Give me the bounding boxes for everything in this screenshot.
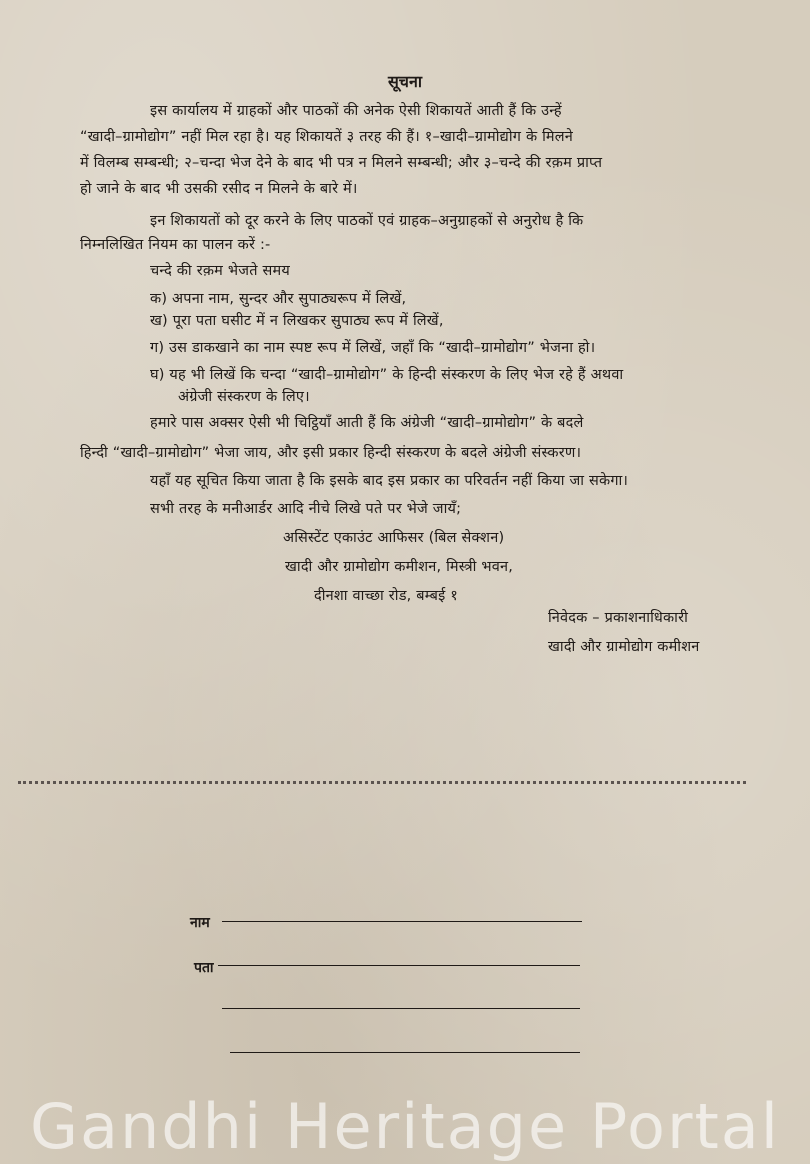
address-line: दीनशा वाच्छा रोड, बम्बई १: [314, 588, 459, 604]
paragraph-1-line: “खादी–ग्रामोद्योग” नहीं मिल रहा है। यह शिकायतें ३ तरह की हैं। १–खादी–ग्रामोद्योग के मिलने: [80, 129, 573, 145]
address-line: खादी और ग्रामोद्योग कमीशन, मिस्त्री भवन,: [285, 559, 514, 575]
address-label: पता: [194, 960, 214, 976]
paragraph-3-line: यहाँ यह सूचित किया जाता है कि इसके बाद इस प्रकार का परिवर्तन नहीं किया जा सकेगा।: [150, 473, 629, 489]
signature-line: खादी और ग्रामोद्योग कमीशन: [548, 639, 700, 655]
paragraph-1-line: हो जाने के बाद भी उसकी रसीद न मिलने के बारे में।: [80, 181, 358, 197]
paragraph-2-line: निम्नलिखित नियम का पालन करें :-: [80, 237, 271, 253]
rule-item: क) अपना नाम, सुन्दर और सुपाठ्यरूप में लिखें,: [150, 291, 407, 307]
perforation-divider: [18, 781, 746, 784]
paragraph-1-line: इस कार्यालय में ग्राहकों और पाठकों की अनेक ऐसी शिकायतें आती हैं कि उन्हें: [150, 103, 562, 119]
rule-item: अंग्रेजी संस्करण के लिए।: [178, 389, 310, 405]
paragraph-1-line: में विलम्ब सम्बन्धी; २–चन्दा भेज देने के बाद भी पत्र न मिलने सम्बन्धी; और ३–चन्दे की रक़म प्राप्त: [80, 155, 603, 171]
paragraph-3-line: हिन्दी “खादी–ग्रामोद्योग” भेजा जाय, और इसी प्रकार हिन्दी संस्करण के बदले अंग्रेजी संस्करण।: [80, 445, 582, 461]
paragraph-3-line: हमारे पास अक्सर ऐसी भी चिट्ठियाँ आती हैं कि अंग्रेजी “खादी–ग्रामोद्योग” के बदले: [150, 415, 584, 431]
address-line-1: [218, 965, 580, 966]
rules-heading: चन्दे की रक़म भेजते समय: [150, 263, 290, 279]
rule-item: ग) उस डाकखाने का नाम स्पष्ट रूप में लिखें, जहाँ कि “खादी–ग्रामोद्योग” भेजना हो।: [150, 340, 596, 356]
notice-title: सूचना: [387, 72, 422, 91]
paragraph-2-line: इन शिकायतों को दूर करने के लिए पाठकों एवं ग्राहक–अनुग्राहकों से अनुरोध है कि: [150, 213, 584, 229]
address-line-3: [230, 1052, 580, 1053]
address-line: असिस्टेंट एकाउंट आफिसर (बिल सेक्शन): [283, 530, 505, 546]
paragraph-3-line: सभी तरह के मनीआर्डर आदि नीचे लिखे पते पर भेजे जायँ;: [150, 501, 462, 517]
signature-line: निवेदक – प्रकाशनाधिकारी: [548, 610, 689, 626]
name-label: नाम: [190, 915, 210, 931]
watermark: Gandhi Heritage Portal: [29, 1090, 781, 1163]
name-line: [222, 921, 582, 922]
rule-item: ख) पूरा पता घसीट में न लिखकर सुपाठ्य रूप में लिखें,: [150, 313, 444, 329]
rule-item: घ) यह भी लिखें कि चन्दा “खादी–ग्रामोद्योग” के हिन्दी संस्करण के लिए भेज रहे हैं अथवा: [150, 367, 624, 383]
address-line-2: [222, 1008, 580, 1009]
